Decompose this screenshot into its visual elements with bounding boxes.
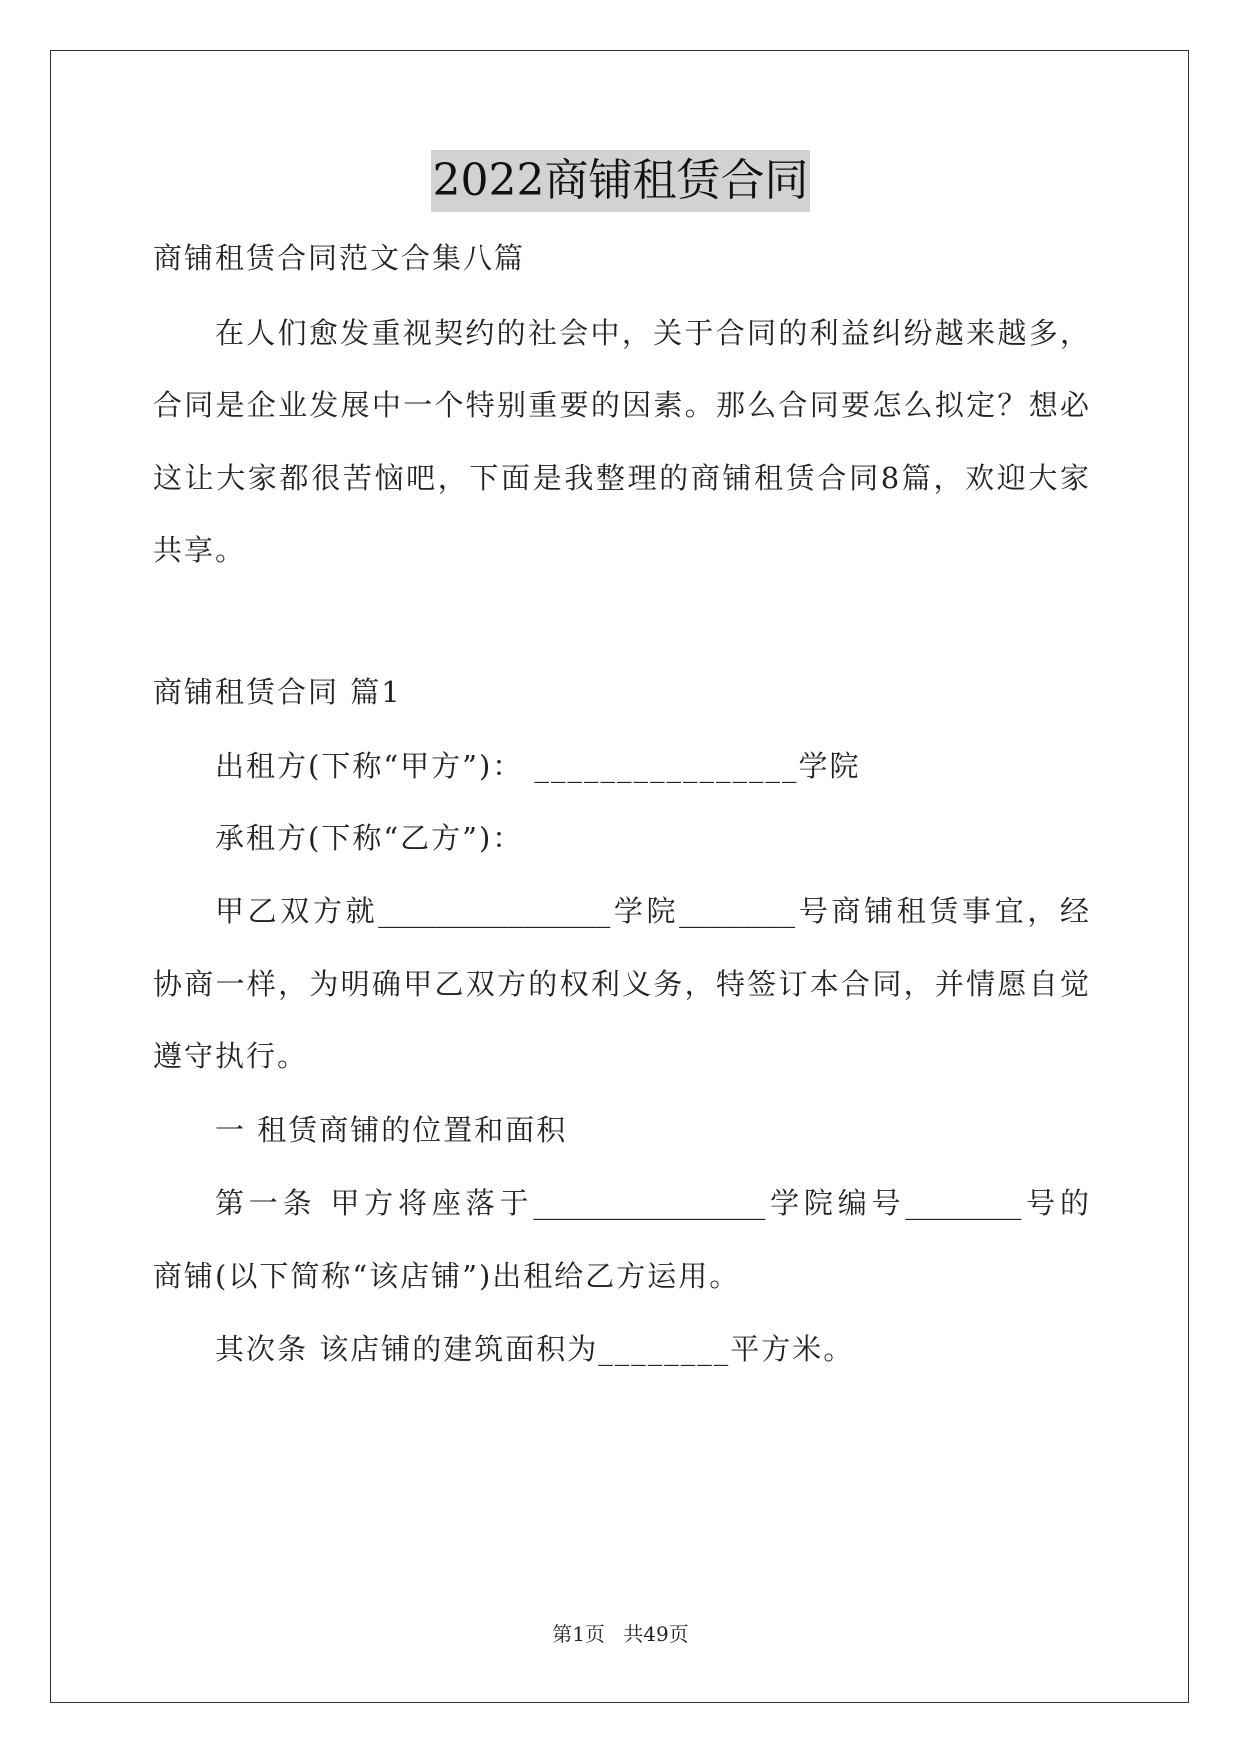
agreement-paragraph-line-2: 协商一样，为明确甲乙双方的权利义务，特签订本合同，并情愿自觉 [153, 967, 1089, 1001]
document-title: 2022商铺租赁合同 [431, 150, 811, 212]
section-heading-1: 商铺租赁合同 篇1 [153, 675, 402, 709]
page-number: 第1页 [552, 1622, 605, 1646]
page-border [50, 50, 1189, 1703]
article-1-line-2: 商铺(以下简称“该店铺”)出租给乙方运用。 [153, 1259, 741, 1293]
document-title-container [0, 150, 1241, 212]
clause-heading-1: 一 租赁商铺的位置和面积 [215, 1113, 568, 1147]
page-total: 共49页 [623, 1622, 689, 1646]
agreement-paragraph-line-3: 遵守执行。 [153, 1039, 309, 1073]
article-2-line: 其次条 该店铺的建筑面积为________平方米。 [215, 1332, 855, 1366]
lessor-line: 出租方(下称“甲方”)： ________________学院 [215, 749, 861, 783]
agreement-paragraph-line-1: 甲乙双方就________________学院________号商铺租赁事宜，经 [215, 894, 1089, 928]
article-1-line-1: 第一条 甲方将座落于________________学院编号________号的 [215, 1186, 1089, 1220]
lessee-line: 承租方(下称“乙方”)： [215, 821, 524, 855]
intro-paragraph-line-1: 在人们愈发重视契约的社会中，关于合同的利益纠纷越来越多， [215, 316, 1089, 350]
intro-paragraph-line-3: 这让大家都很苦恼吧，下面是我整理的商铺租赁合同8篇，欢迎大家 [153, 461, 1089, 495]
intro-paragraph-line-2: 合同是企业发展中一个特别重要的因素。那么合同要怎么拟定？想必 [153, 388, 1089, 422]
page-footer [0, 1620, 1241, 1648]
intro-paragraph-line-4: 共享。 [153, 533, 247, 567]
collection-heading: 商铺租赁合同范文合集八篇 [153, 241, 526, 275]
